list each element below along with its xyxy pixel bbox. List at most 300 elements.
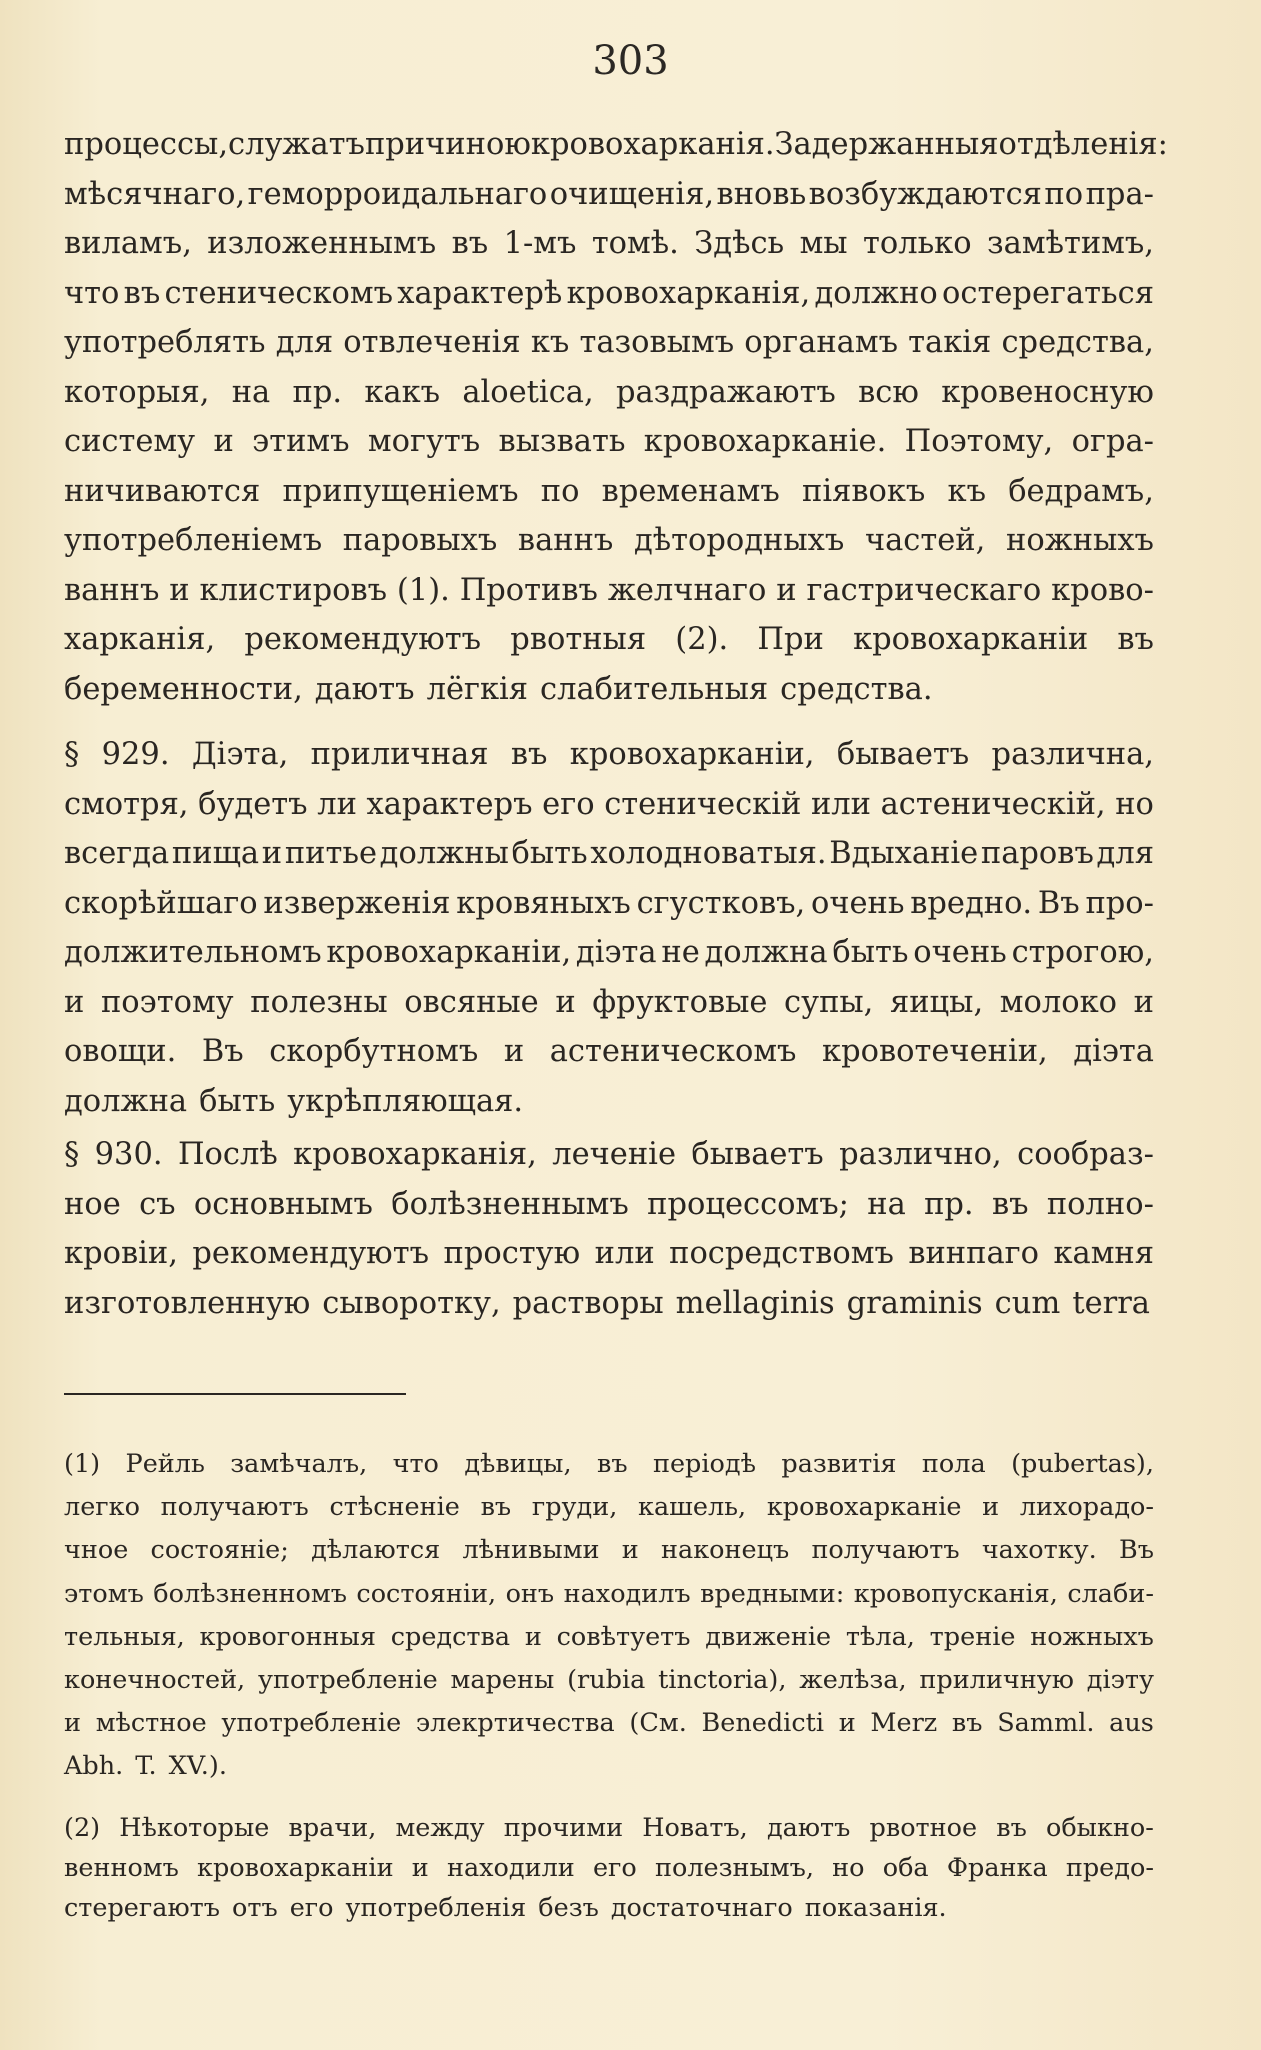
word: рвотное — [869, 1813, 978, 1843]
word: фруктовые — [592, 984, 768, 1020]
word: смотря, — [64, 786, 189, 822]
word: Въ — [201, 1034, 244, 1069]
word: лихорадо- — [1019, 1492, 1154, 1523]
word: піявокъ — [802, 473, 926, 509]
word: питье — [284, 836, 377, 871]
text-line — [64, 1229, 1154, 1279]
word: Нѣкоторые — [119, 1813, 270, 1843]
word: въ — [951, 1708, 983, 1739]
word: ничиваются — [64, 473, 261, 509]
word: характеръ — [366, 786, 533, 822]
word: ваннъ — [64, 572, 160, 608]
word: процессы, — [64, 127, 229, 162]
word: на — [231, 374, 271, 410]
word: которыя, — [64, 374, 210, 410]
text-line — [64, 928, 1154, 978]
word: виламъ, — [64, 226, 192, 261]
word: вредно. — [910, 885, 1033, 921]
word: чахотку. — [981, 1535, 1097, 1566]
word: ножныхъ — [1005, 523, 1154, 558]
word: кровеносную — [941, 374, 1154, 410]
word: (pubertas), — [1011, 1449, 1154, 1479]
text-line — [64, 615, 1154, 665]
word: отъ — [232, 1893, 278, 1923]
word: сыворотку, — [322, 1285, 501, 1321]
word: находили — [446, 1853, 575, 1883]
word: употребленіемъ — [64, 523, 323, 558]
word: Benedicti — [701, 1708, 825, 1739]
word: замѣчалъ, — [230, 1449, 368, 1479]
word: Вдыханіе — [829, 836, 979, 871]
word: ли — [317, 786, 357, 822]
word: кровотеченіи, — [822, 1034, 1048, 1069]
word: наконецъ — [661, 1535, 790, 1566]
paragraph-section-929 — [64, 730, 1154, 1126]
word: § — [64, 737, 80, 772]
word: изложеннымъ — [207, 226, 437, 261]
word: служатъ — [228, 127, 365, 162]
word: и — [982, 1492, 1000, 1523]
word: діэту — [1086, 1664, 1154, 1695]
word: частей, — [864, 523, 986, 558]
footnote-1 — [64, 1443, 1154, 1789]
word: винпаго — [908, 1236, 1039, 1271]
word: не — [661, 935, 700, 970]
word: получаютъ — [160, 1492, 309, 1523]
word: въ — [991, 1186, 1029, 1222]
word: стеническомъ — [164, 275, 394, 311]
word: треніе — [929, 1621, 1016, 1652]
text-line — [64, 368, 1154, 418]
word: Въ — [1119, 1535, 1154, 1566]
word: основнымъ — [193, 1186, 373, 1222]
word: геморроидальнаго — [247, 176, 548, 212]
word: и — [524, 1621, 542, 1652]
word: должна — [64, 1083, 188, 1119]
word: элекртичества — [415, 1708, 615, 1739]
text-line — [64, 1616, 1154, 1659]
word: пра- — [1085, 176, 1154, 212]
text-line — [64, 1573, 1154, 1616]
word: діэта — [575, 935, 657, 970]
word: молоко — [999, 984, 1117, 1020]
text-line — [64, 730, 1154, 780]
word: болѣзненномъ — [153, 1578, 347, 1609]
word: различно, — [839, 1137, 1002, 1172]
word: пр. — [924, 1186, 974, 1222]
word: беременности, — [64, 671, 303, 707]
text-line — [64, 1027, 1154, 1077]
text-line — [64, 1130, 1154, 1180]
word: строгою, — [1011, 935, 1154, 970]
word: Рейль — [125, 1449, 205, 1479]
word: тазовымъ — [579, 325, 735, 360]
word: (См. — [629, 1708, 687, 1739]
word: показанія. — [804, 1893, 947, 1923]
word: достаточнаго — [610, 1893, 793, 1923]
word: холодноватыя. — [590, 836, 827, 871]
word: стерегаютъ — [64, 1893, 220, 1923]
word: дѣлаются — [311, 1535, 441, 1566]
word: Въ — [1037, 885, 1080, 921]
word: въ — [1117, 622, 1154, 657]
word: на — [867, 1186, 906, 1222]
word: болѣзненнымъ — [391, 1186, 629, 1222]
word: даютъ — [314, 671, 415, 707]
word: этомъ — [64, 1578, 144, 1609]
text-line — [64, 1808, 1154, 1848]
word: и — [64, 1708, 81, 1739]
text-line — [64, 1486, 1154, 1529]
word: раздражаютъ — [615, 374, 836, 410]
word: и — [169, 572, 190, 608]
word: бываетъ — [691, 1137, 824, 1172]
word: graminis — [846, 1285, 983, 1321]
word: tinctoria), — [658, 1664, 787, 1695]
word: должительномъ — [64, 935, 322, 970]
word: растворы — [512, 1285, 664, 1321]
text-line — [64, 318, 1154, 368]
word: и — [503, 1034, 525, 1069]
text-line — [64, 780, 1154, 830]
word: возбуждаются — [808, 176, 1042, 212]
word: бедрамъ, — [1008, 473, 1154, 509]
word: овощи. — [64, 1034, 177, 1069]
word: остерегаться — [942, 275, 1154, 311]
word: дѣтородныхъ — [633, 523, 845, 558]
text-line — [64, 170, 1154, 220]
word: марены — [450, 1664, 555, 1695]
word: харканія, — [64, 622, 216, 657]
word: супы, — [784, 984, 874, 1020]
word: лѣнивыми — [462, 1535, 600, 1566]
word: огра- — [1071, 424, 1154, 459]
word: яицы, — [889, 984, 984, 1020]
word: пища — [171, 836, 260, 871]
word: астеническій, — [880, 786, 1106, 822]
word: § — [64, 1137, 80, 1172]
word: средства. — [780, 671, 933, 707]
word: но — [1115, 786, 1154, 822]
paragraph-continuation — [64, 120, 1168, 714]
word: сгустковъ, — [636, 885, 806, 921]
word: ножныхъ — [1030, 1621, 1154, 1652]
word: движеніе — [705, 1621, 832, 1652]
word: могутъ — [367, 424, 481, 459]
word: кровіи, — [64, 1236, 178, 1271]
word: Abh. — [64, 1751, 124, 1782]
word: кровопусканія, — [853, 1578, 1058, 1609]
word: посредствомъ — [669, 1236, 894, 1271]
word: оба — [882, 1853, 929, 1883]
word: по — [540, 473, 580, 509]
word: лёгкія — [426, 671, 529, 707]
word: леченіе — [552, 1137, 676, 1172]
word: конечностей, — [64, 1664, 246, 1695]
word: стеническій — [604, 786, 802, 822]
text-line — [64, 219, 1154, 269]
word: діэта — [1073, 1034, 1154, 1069]
word: и — [838, 1708, 856, 1739]
word: въ — [480, 1492, 512, 1523]
word: вновь — [716, 176, 807, 212]
word: и — [621, 1535, 639, 1566]
word: органамъ — [744, 325, 898, 360]
word: только — [862, 226, 972, 261]
word: тельныя, — [64, 1621, 185, 1652]
word: про- — [1085, 885, 1154, 921]
word: состояніе; — [150, 1535, 289, 1566]
word: желѣза, — [799, 1664, 907, 1695]
word: кровохарканіи — [197, 1853, 394, 1883]
word: дѣвицы, — [464, 1449, 572, 1479]
word: по — [1044, 176, 1084, 212]
text-line — [64, 978, 1154, 1028]
word: 930. — [94, 1137, 163, 1172]
text-line — [64, 1077, 1154, 1127]
word: гастрическаго — [806, 572, 1042, 608]
word: припущеніемъ — [282, 473, 519, 509]
word: астеническомъ — [549, 1034, 797, 1069]
word: бываетъ — [836, 737, 970, 772]
word: предо- — [1065, 1853, 1154, 1883]
word: временамъ — [601, 473, 780, 509]
word: и — [213, 424, 234, 459]
word: паровъ — [980, 836, 1094, 871]
word: къ — [530, 325, 570, 360]
word: обыкно- — [1045, 1813, 1154, 1843]
word: должна — [704, 935, 828, 970]
word: Діэта, — [191, 737, 289, 772]
word: какъ — [364, 374, 441, 410]
word: что — [392, 1449, 439, 1479]
word: для — [1096, 836, 1154, 871]
text-line — [64, 1529, 1154, 1572]
word: врачи, — [288, 1813, 377, 1843]
text-line — [64, 879, 1154, 929]
word: быть — [199, 1083, 276, 1119]
page-number: 303 — [592, 38, 669, 84]
word: въ — [596, 1449, 628, 1479]
word: кровохарканіи — [853, 622, 1089, 657]
word: прочими — [503, 1813, 624, 1843]
word: и — [411, 1853, 429, 1883]
word: легко — [64, 1492, 140, 1523]
text-line — [64, 1180, 1154, 1230]
word: всегда — [64, 836, 170, 871]
word: быть — [511, 836, 588, 871]
word: онъ — [505, 1578, 555, 1609]
word: состояніи, — [356, 1578, 497, 1609]
word: для — [275, 325, 334, 360]
word: кровохарканіи, — [326, 935, 572, 970]
word: При — [757, 622, 824, 657]
word: быть — [832, 935, 909, 970]
text-line — [64, 1279, 1154, 1329]
word: но — [832, 1853, 865, 1883]
word: кровохарканіе. — [643, 424, 887, 459]
word: кровяныхъ — [456, 885, 631, 921]
word: вредными: — [700, 1578, 845, 1609]
word: Новатъ, — [642, 1813, 748, 1843]
word: паровыхъ — [342, 523, 498, 558]
word: томѣ. — [591, 226, 679, 261]
word: рекомендуютъ — [244, 622, 482, 657]
word: Франка — [946, 1853, 1048, 1883]
word: очень — [913, 935, 1007, 970]
word: совѣтуетъ — [556, 1621, 691, 1652]
word: венномъ — [64, 1853, 179, 1883]
word: слаби- — [1067, 1578, 1154, 1609]
word: Поэтому, — [904, 424, 1054, 459]
text-line — [64, 1659, 1154, 1702]
word: его — [592, 1853, 637, 1883]
word: 1-мъ — [503, 226, 577, 261]
word: въ — [510, 737, 548, 772]
word: или — [594, 1236, 655, 1271]
word: (1) — [64, 1449, 101, 1479]
word: къ — [947, 473, 986, 509]
word: пр. — [292, 374, 343, 410]
word: съ — [139, 1186, 176, 1222]
word: поэтому — [100, 984, 234, 1020]
word: полно- — [1046, 1186, 1154, 1222]
word: mellaginis — [675, 1285, 835, 1321]
word: кашель, — [638, 1492, 747, 1523]
word: развитія — [781, 1449, 897, 1479]
word: очищенія, — [549, 176, 715, 212]
word: cum — [994, 1285, 1061, 1321]
word: кровохарканія, — [293, 1137, 537, 1172]
word: и — [776, 572, 797, 608]
word: средства, — [1001, 325, 1154, 360]
word: приличная — [310, 737, 489, 772]
text-line — [64, 417, 1154, 467]
word: T. — [135, 1751, 157, 1782]
text-line — [64, 120, 1168, 170]
word: въ — [451, 226, 489, 261]
word: находилъ — [563, 1578, 691, 1609]
word: и — [555, 984, 576, 1020]
word: средства — [390, 1621, 511, 1652]
word: Merz — [870, 1708, 938, 1739]
word: причиною — [364, 127, 531, 162]
word: рвотныя — [510, 622, 647, 657]
word: замѣтимъ, — [987, 226, 1154, 261]
word: что — [64, 275, 120, 311]
word: въ — [123, 275, 161, 311]
word: (1). — [396, 572, 450, 608]
word: 929. — [101, 737, 170, 772]
word: даютъ — [766, 1813, 851, 1843]
word: чное — [64, 1535, 129, 1566]
word: слабительныя — [540, 671, 769, 707]
word: ное — [64, 1186, 121, 1222]
word: приличную — [919, 1664, 1074, 1695]
paragraph-section-930 — [64, 1130, 1154, 1328]
word: всю — [858, 374, 919, 410]
word: камня — [1053, 1236, 1154, 1271]
word: вызвать — [498, 424, 626, 459]
word: употребленія — [345, 1893, 527, 1923]
word: такія — [908, 325, 992, 360]
word: должны — [379, 836, 509, 871]
word: скорѣйшаго — [64, 885, 258, 921]
word: систему — [64, 424, 196, 459]
word: очень — [810, 885, 905, 921]
word: его — [289, 1893, 334, 1923]
word: употребленіе — [221, 1708, 402, 1739]
word: клистировъ — [199, 572, 388, 608]
word: желчнаго — [607, 572, 767, 608]
word: изготовленную — [64, 1285, 311, 1321]
word: въ — [996, 1813, 1027, 1843]
word: различна, — [991, 737, 1154, 772]
word: тѣла, — [845, 1621, 915, 1652]
word: мѣстное — [95, 1708, 207, 1739]
word: будетъ — [198, 786, 308, 822]
word: простую — [443, 1236, 581, 1271]
word: aloetica, — [462, 374, 594, 410]
word: кровохарканія. — [530, 127, 775, 162]
word: ваннъ — [517, 523, 614, 558]
word: XV.). — [168, 1751, 227, 1782]
word: характерѣ — [397, 275, 563, 311]
word: (2). — [675, 622, 729, 657]
word: полезны — [250, 984, 388, 1020]
word: Послѣ — [177, 1137, 278, 1172]
word: овсяные — [404, 984, 539, 1020]
word: безъ — [538, 1893, 599, 1923]
text-line — [64, 1702, 1154, 1745]
word: кровохарканія, — [566, 275, 811, 311]
word: и — [64, 984, 85, 1020]
word: получаютъ — [811, 1535, 960, 1566]
word: Противъ — [459, 572, 598, 608]
text-line — [64, 1745, 1154, 1788]
text-line — [64, 566, 1154, 616]
word: сообраз- — [1017, 1137, 1154, 1172]
word: Задержанныя — [774, 127, 999, 162]
word: крово- — [1051, 572, 1154, 608]
word: (2) — [64, 1813, 101, 1843]
word: полезнымъ, — [654, 1853, 814, 1883]
word: мѣсячнаго, — [64, 176, 246, 212]
word: (rubia — [567, 1664, 646, 1695]
text-line — [64, 516, 1154, 566]
word: или — [810, 786, 871, 822]
footnote-separator — [64, 1393, 406, 1395]
word: отдѣленія: — [998, 127, 1168, 162]
text-line — [64, 665, 1154, 715]
word: Samml. — [997, 1708, 1095, 1739]
word: и — [1133, 984, 1154, 1020]
word: кровохарканіе — [766, 1492, 962, 1523]
word: aus — [1109, 1708, 1154, 1739]
word: употреблять — [64, 325, 266, 360]
text-line — [64, 269, 1154, 319]
word: кровогонныя — [199, 1621, 376, 1652]
word: рекомендуютъ — [192, 1236, 430, 1271]
word: и — [261, 836, 283, 871]
word: должно — [814, 275, 938, 311]
word: стѣсненіе — [329, 1492, 460, 1523]
word: изверженія — [263, 885, 451, 921]
text-line — [64, 829, 1154, 879]
footnote-2 — [64, 1808, 1154, 1928]
word: укрѣпляющая. — [287, 1083, 524, 1119]
word: періодѣ — [652, 1449, 756, 1479]
